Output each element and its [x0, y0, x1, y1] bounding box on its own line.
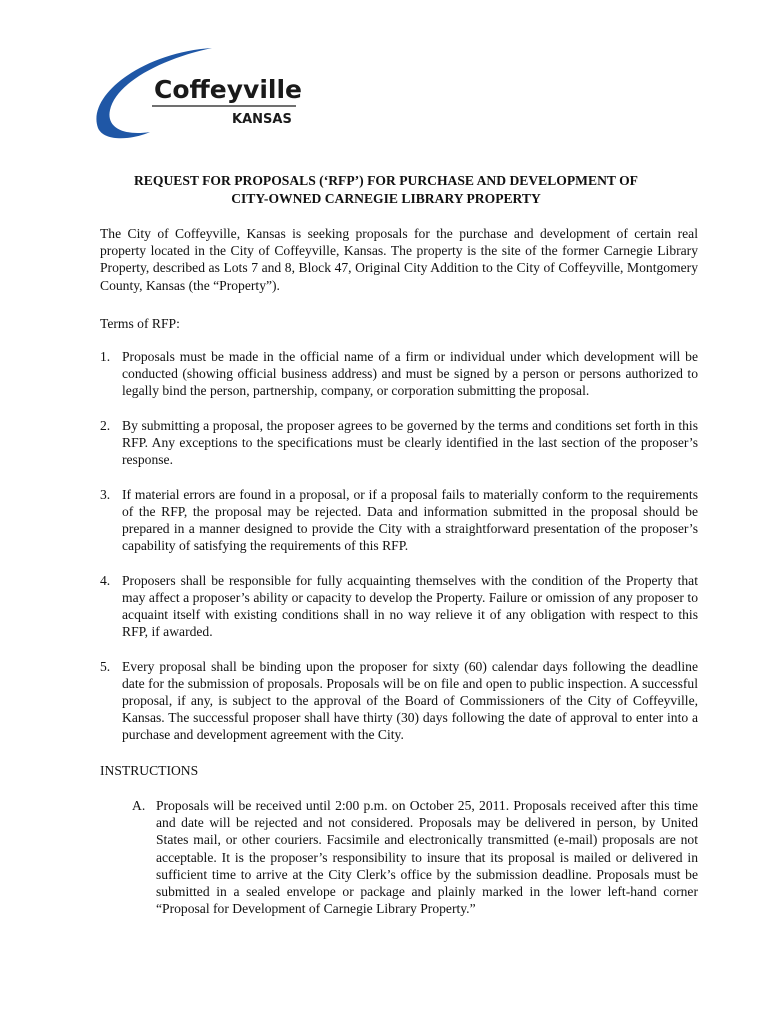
item-number: 1.: [100, 349, 111, 364]
instructions-list: [100, 797, 698, 917]
item-number: 5.: [100, 658, 111, 674]
item-text: By submitting a proposal, the proposer agrees to be governed by the terms and conditions set forth in this RFP. Any exceptions to the specifications must be clearly identified in the last section of the proposer’s response.: [122, 417, 698, 468]
item-text: Proposals must be made in the official name of a firm or individual under which development will be conducted (showing official business address) and must be signed by a person or persons authorized to legally bind the person, partnership, company, or corporation submitting the proposal.: [122, 349, 698, 399]
item-letter: A.: [132, 798, 146, 813]
intro-paragraph: The City of Coffeyville, Kansas is seeking proposals for the purchase and development of certain real property located in the City of Coffeyville, Kansas. The property is the site of the former Carnegie Library Property, described as Lots 7 and 8, Block 47, Original City Addition to the City of Coffeyville, Montgomery County, Kansas (the “Property”).: [100, 226, 698, 293]
swoosh-icon: [84, 40, 314, 145]
item-text: Proposals will be received until 2:00 p.m. on October 25, 2011. Proposals received after this time and date will be rejected and not considered. Proposals may be delivered in person, by United States mail, or other couriers. Facsimile and electronically transmitted (e-mail) proposals are not acceptable. It is the proposer’s responsibility to insure that its proposal is mailed or delivered in sufficient time to arrive at the City Clerk’s office by the submission deadline. Proposals must be submitted in a sealed envelope or package and plainly marked in the lower left-hand corner “Proposal for Development of Carnegie Library Property.”: [156, 798, 698, 917]
title-line-2: CITY-OWNED CARNEGIE LIBRARY PROPERTY: [231, 191, 541, 206]
list-item: [100, 658, 698, 744]
item-number: 4.: [100, 572, 111, 588]
terms-list: [100, 348, 698, 761]
terms-heading: Terms of RFP:: [100, 316, 180, 331]
list-item: [100, 572, 698, 641]
coffeyville-logo: [84, 40, 314, 145]
list-item: [100, 797, 698, 917]
item-text: Proposers shall be responsible for fully acquainting themselves with the condition of the Property that may affect a proposer’s ability or capacity to develop the Property. Failure or omission of any proposer to acquaint itself with existing conditions shall in no way relieve it of any obligation with respect to this RFP, if awarded.: [122, 572, 698, 640]
list-item: [100, 417, 698, 469]
item-text: If material errors are found in a proposal, or if a proposal fails to materially conform to the requirements of the RFP, the proposal may be rejected. Data and information submitted in the proposal should be prepared in a manner designed to provide the City with a straightforward presentation of the proposer’s capability of satisfying the requirements of this RFP.: [122, 486, 698, 554]
logo-name: Coffeyville: [154, 75, 302, 104]
item-number: 2.: [100, 417, 111, 433]
instructions-heading: INSTRUCTIONS: [100, 763, 199, 778]
item-number: 3.: [100, 486, 111, 502]
item-text: Every proposal shall be binding upon the proposer for sixty (60) calendar days following the deadline date for the submission of proposals. Proposals will be on file and open to public inspection. A successful proposal, if any, is subject to the approval of the Board of Commissioners of the City of Coffeyville, Kansas. The successful proposer shall have thirty (30) days following the date of approval to enter into a purchase and development agreement with the City.: [122, 658, 698, 743]
list-item: [100, 348, 698, 400]
title-line-1: REQUEST FOR PROPOSALS (‘RFP’) FOR PURCHASE AND DEVELOPMENT OF: [133, 173, 638, 188]
list-item: [100, 486, 698, 555]
logo-state: KANSAS: [232, 112, 292, 127]
document-title: [100, 172, 672, 208]
